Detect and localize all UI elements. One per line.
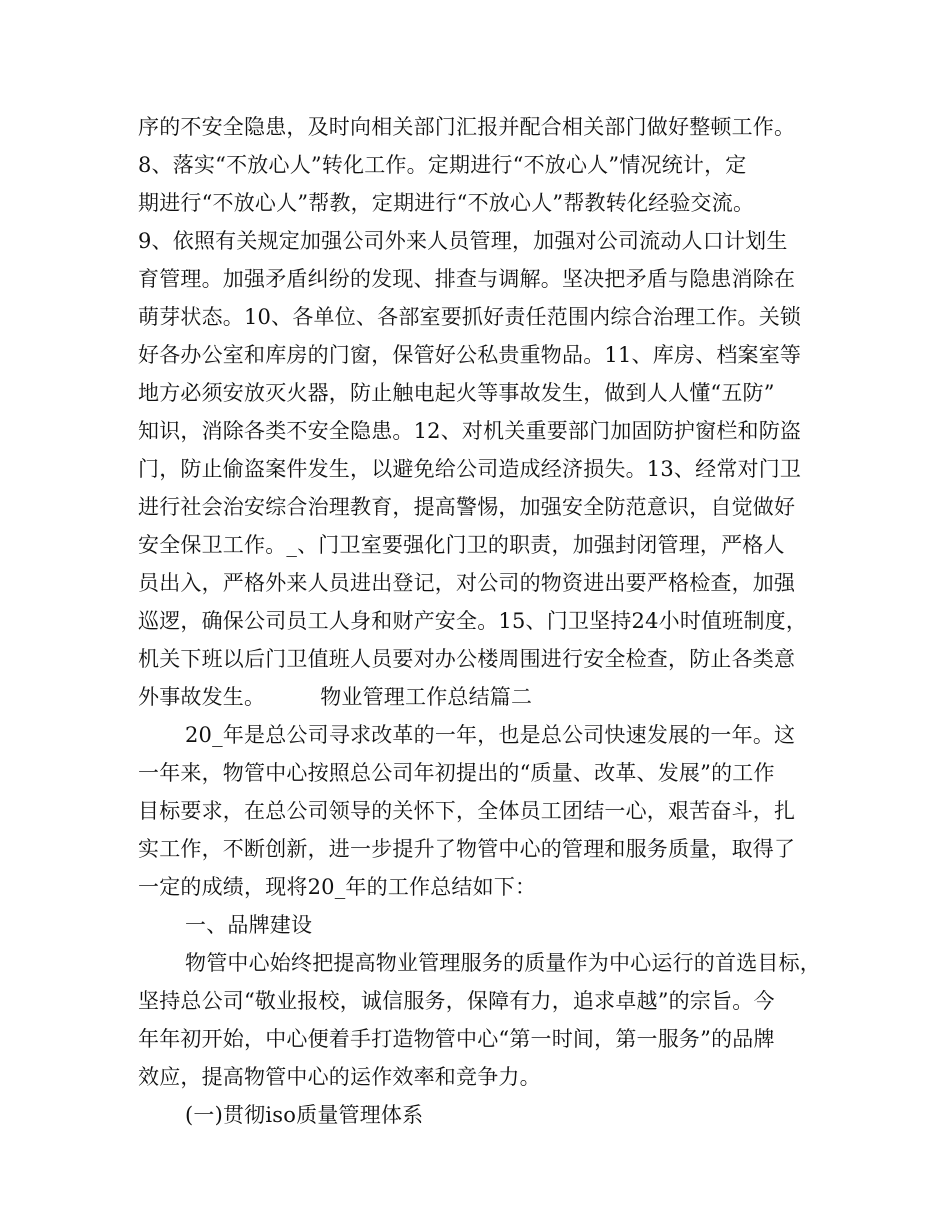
text-line: 进行社会治安综合治理教育，提高警惕，加强安全防范意识，自觉做好 [138,495,796,519]
text-line: 目标要求，在总公司领导的关怀下，全体员工团结一心，艰苦奋斗，扎 [138,799,796,823]
text-line: 机关下班以后门卫值班人员要对办公楼周围进行安全检查，防止各类意 [138,647,796,671]
text-line: 萌芽状态。10、各单位、各部室要抓好责任范围内综合治理工作。关锁 [138,305,802,329]
text-line: 好各办公室和库房的门窗，保管好公私贵重物品。11、库房、档案室等 [138,343,802,367]
text-line: 期进行“不放心人”帮教，定期进行“不放心人”帮教转化经验交流。 [138,191,755,215]
text-line: 员出入，严格外来人员进出登记，对公司的物资进出要严格检查，加强 [138,571,796,595]
text-line: 地方必须安放灭火器，防止触电起火等事故发生，做到人人懂“五防” [138,381,775,405]
text-line: 一年来，物管中心按照总公司年初提出的“质量、改革、发展”的工作 [138,761,775,785]
text-line: 坚持总公司“敬业报校，诚信服务，保障有力，追求卓越”的宗旨。今 [138,989,775,1013]
text-line: 安全保卫工作。_、门卫室要强化门卫的职责，加强封闭管理，严格人 [138,533,785,557]
text-line: 一定的成绩，现将20_年的工作总结如下： [138,875,537,899]
text-line: 效应，提高物管中心的运作效率和竞争力。 [138,1065,541,1089]
text-line: 知识，消除各类不安全隐患。12、对机关重要部门加固防护窗栏和防盗 [138,419,802,443]
text-line: 9、依照有关规定加强公司外来人员管理，加强对公司流动人口计划生 [138,229,788,253]
paragraph-first-line: 物管中心始终把提高物业管理服务的质量作为中心运行的首选目标， [185,951,821,975]
section-heading: 一、品牌建设 [185,913,313,937]
text-line: 巡逻，确保公司员工人身和财产安全。15、门卫坚持24小时值班制度， [138,609,808,633]
text-line: 实工作，不断创新，进一步提升了物管中心的管理和服务质量，取得了 [138,837,796,861]
text-line: 育管理。加强矛盾纠纷的发现、排查与调解。坚决把矛盾与隐患消除在 [138,267,796,291]
subsection-heading: (一)贯彻iso质量管理体系 [185,1103,424,1127]
text-line: 8、落实“不放心人”转化工作。定期进行“不放心人”情况统计，定 [138,153,747,177]
text-line: 序的不安全隐患，及时向相关部门汇报并配合相关部门做好整顿工作。 [138,115,796,139]
text-line: 年年初开始，中心便着手打造物管中心“第一时间，第一服务”的品牌 [138,1027,775,1051]
text-line: 外事故发生。 物业管理工作总结篇二 [138,685,533,709]
text-line: 门，防止偷盗案件发生，以避免给公司造成经济损失。13、经常对门卫 [138,457,802,481]
paragraph-first-line: 20_年是总公司寻求改革的一年，也是总公司快速发展的一年。这 [185,723,796,747]
